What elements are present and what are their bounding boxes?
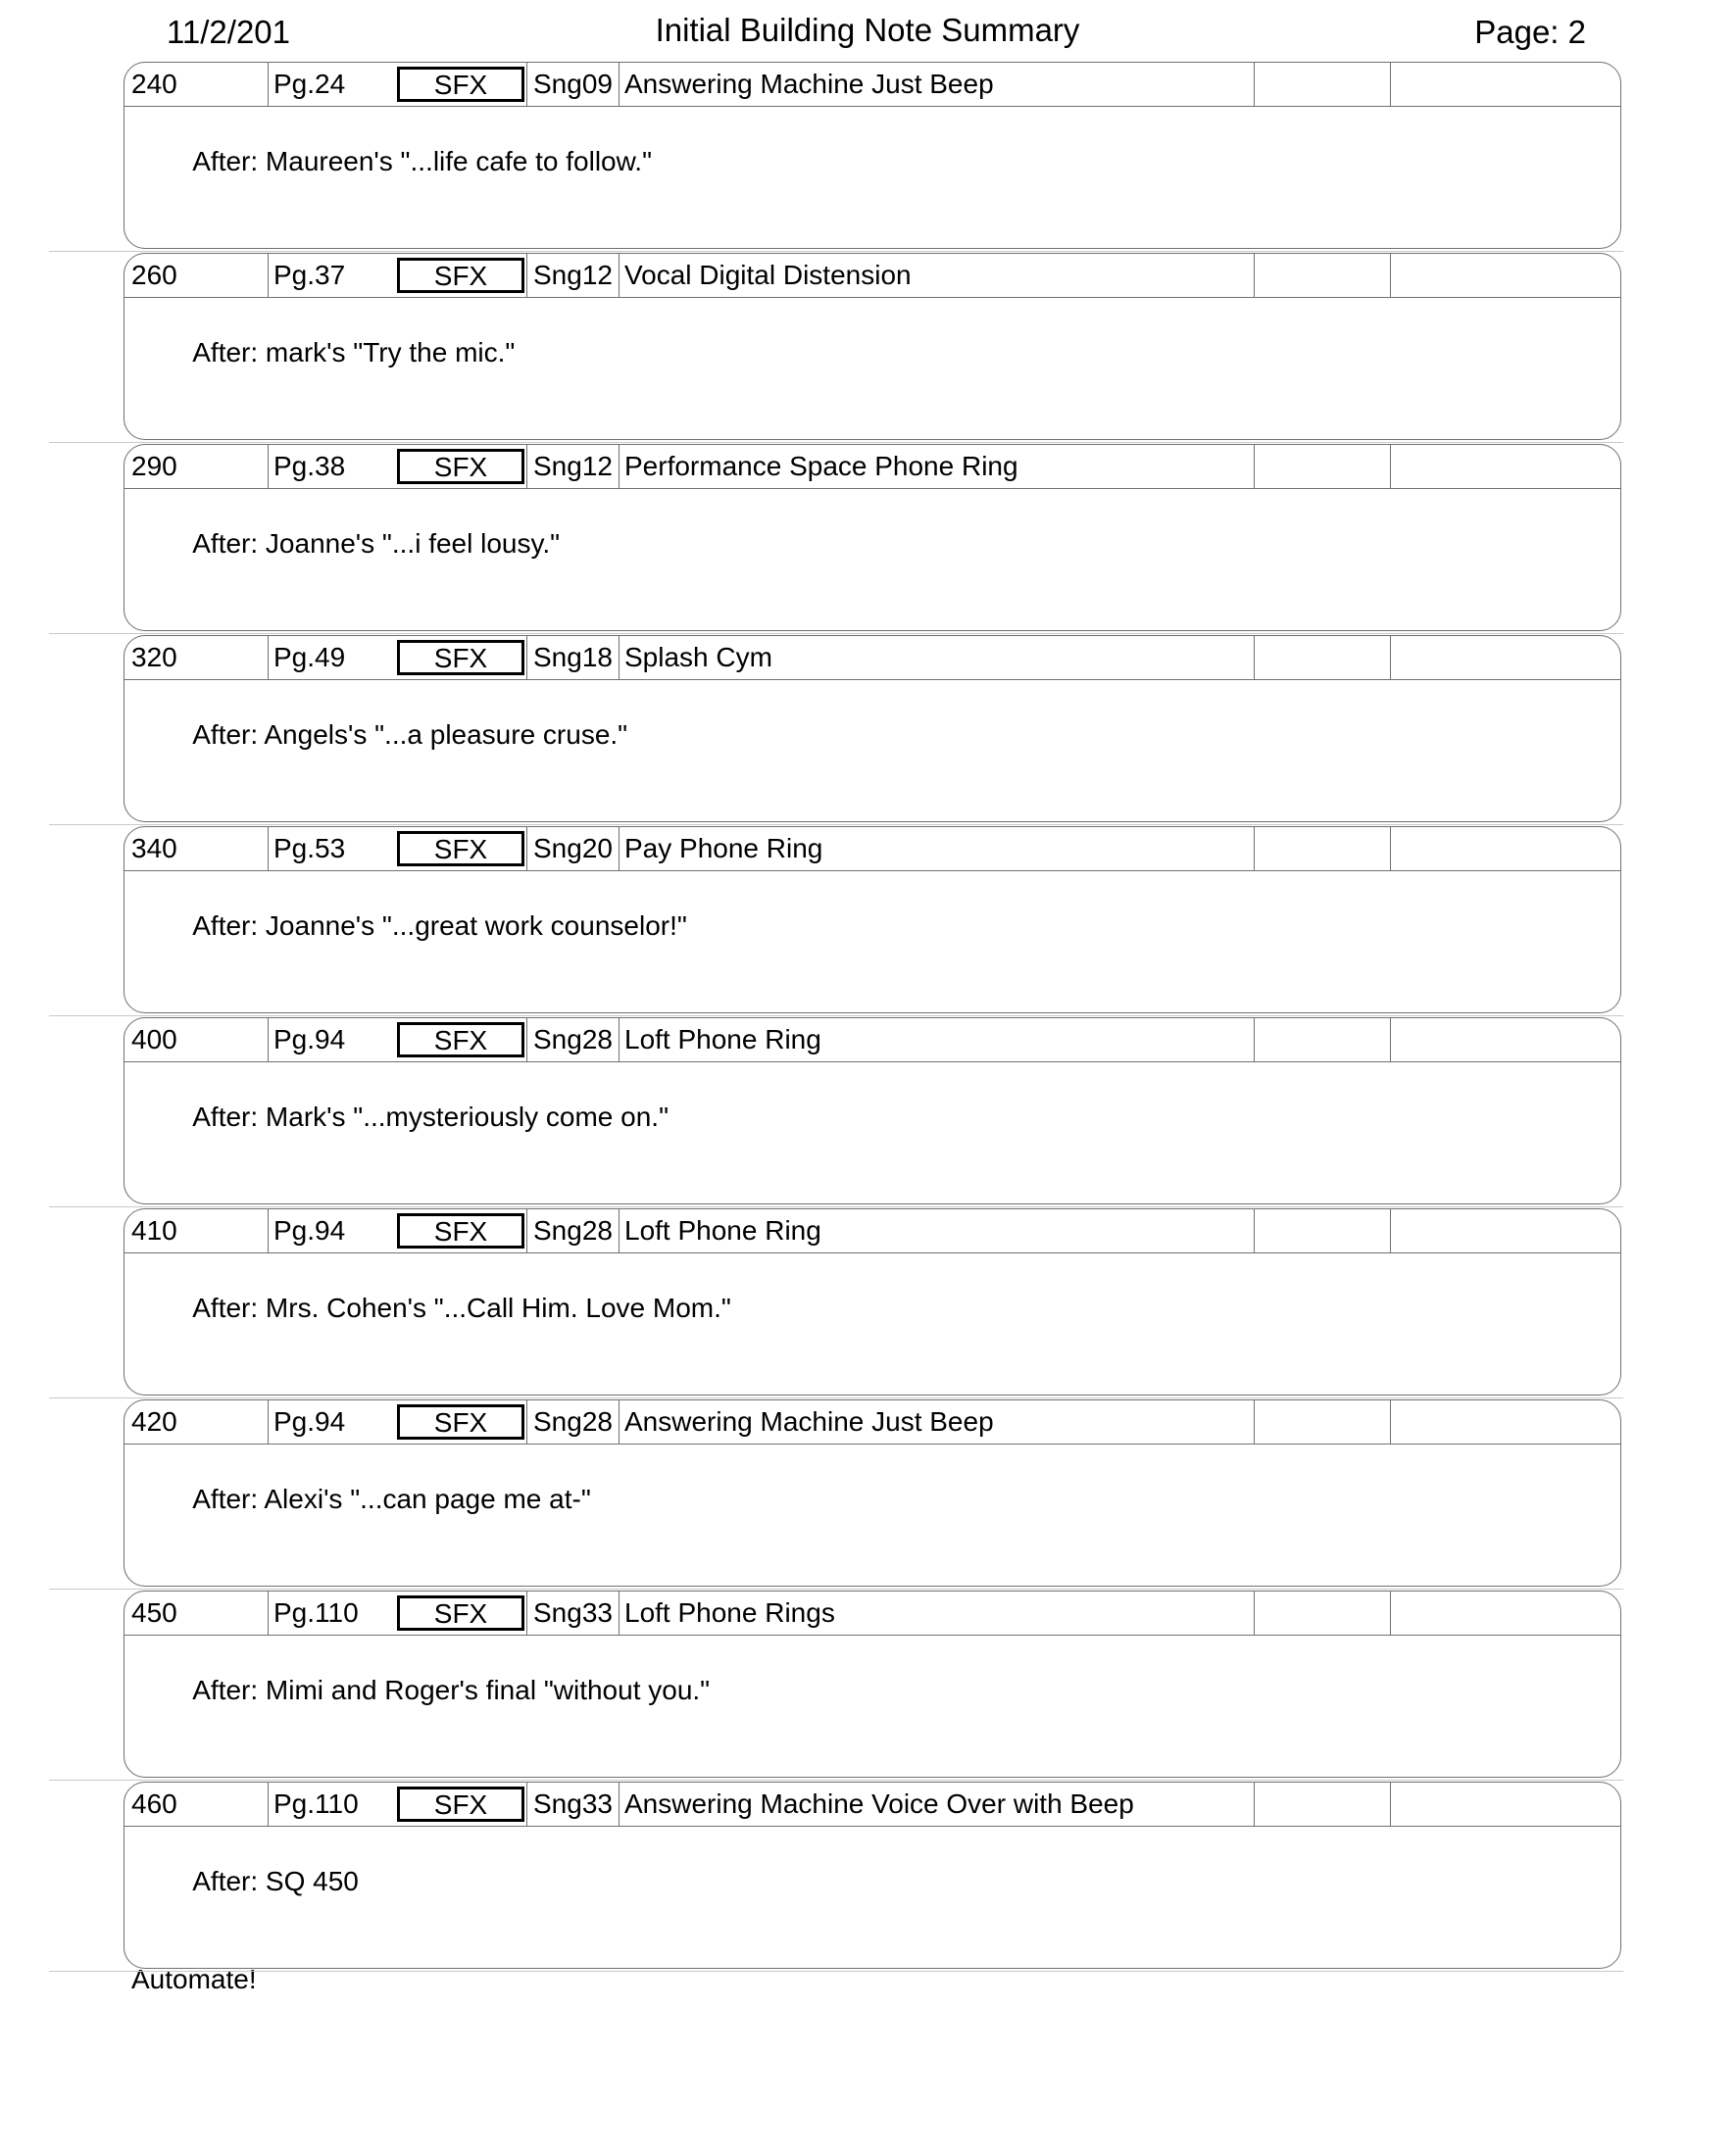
cue-card[interactable] bbox=[124, 1017, 1621, 1204]
column-divider bbox=[268, 1783, 269, 1826]
cue-note bbox=[131, 1449, 1611, 1583]
cue-script-page: Pg.24 bbox=[273, 69, 346, 99]
cue-description: Performance Space Phone Ring bbox=[624, 451, 1018, 481]
column-divider bbox=[268, 827, 269, 870]
cue-note-extra: Automate! bbox=[131, 1964, 257, 1994]
report-title: Initial Building Note Summary bbox=[655, 12, 1080, 48]
column-divider bbox=[619, 1783, 620, 1826]
column-divider bbox=[526, 1400, 527, 1444]
row-separator bbox=[124, 106, 1620, 107]
cue-type-badge: SFX bbox=[397, 449, 524, 484]
cue-song: Sng18 bbox=[533, 642, 613, 672]
cue-note-text: After: Joanne's "...i feel lousy." bbox=[192, 528, 561, 559]
column-divider bbox=[526, 254, 527, 297]
column-divider bbox=[1390, 1018, 1391, 1061]
row-separator bbox=[124, 1635, 1620, 1636]
cue-type-badge: SFX bbox=[397, 831, 524, 866]
column-divider bbox=[268, 636, 269, 679]
cue-entry bbox=[0, 1590, 1666, 1781]
column-divider bbox=[1390, 827, 1391, 870]
column-divider bbox=[1390, 636, 1391, 679]
column-divider bbox=[1254, 827, 1255, 870]
column-divider bbox=[619, 1018, 620, 1061]
column-divider bbox=[1254, 63, 1255, 106]
cue-note bbox=[131, 1641, 1611, 1774]
cue-note-text: After: Angels's "...a pleasure cruse." bbox=[192, 719, 628, 750]
column-divider bbox=[1254, 1592, 1255, 1635]
cue-note-text: After: mark's "Try the mic." bbox=[192, 337, 516, 368]
cue-type-badge: SFX bbox=[397, 1595, 524, 1631]
row-separator bbox=[124, 297, 1620, 298]
cue-song: Sng20 bbox=[533, 833, 613, 863]
column-divider bbox=[1390, 1783, 1391, 1826]
cue-type-badge: SFX bbox=[397, 1404, 524, 1440]
column-divider bbox=[1254, 1209, 1255, 1252]
row-separator bbox=[124, 1444, 1620, 1445]
cue-type-badge: SFX bbox=[397, 1213, 524, 1249]
cue-script-page: Pg.53 bbox=[273, 833, 346, 863]
cue-type-badge: SFX bbox=[397, 67, 524, 102]
cue-card[interactable] bbox=[124, 1399, 1621, 1587]
cue-card[interactable] bbox=[124, 1782, 1621, 1994]
cue-song: Sng33 bbox=[533, 1597, 613, 1628]
cue-number: 460 bbox=[131, 1788, 177, 1819]
cue-script-page: Pg.110 bbox=[273, 1597, 359, 1628]
cue-number: 240 bbox=[131, 69, 177, 99]
cue-note bbox=[131, 112, 1611, 245]
column-divider bbox=[619, 1400, 620, 1444]
column-divider bbox=[268, 1018, 269, 1061]
row-separator bbox=[124, 1061, 1620, 1062]
cue-entry bbox=[0, 825, 1666, 1016]
cue-entry bbox=[0, 1016, 1666, 1207]
column-divider bbox=[526, 1209, 527, 1252]
cue-script-page: Pg.94 bbox=[273, 1406, 346, 1437]
column-divider bbox=[1390, 1592, 1391, 1635]
column-divider bbox=[268, 1592, 269, 1635]
row-separator bbox=[124, 1826, 1620, 1827]
cue-script-page: Pg.37 bbox=[273, 260, 346, 290]
cue-note bbox=[131, 303, 1611, 436]
row-separator bbox=[124, 488, 1620, 489]
column-divider bbox=[1390, 63, 1391, 106]
cue-number: 410 bbox=[131, 1215, 177, 1246]
cue-entry bbox=[0, 443, 1666, 634]
cue-entry bbox=[0, 252, 1666, 443]
cue-description: Splash Cym bbox=[624, 642, 772, 672]
column-divider bbox=[526, 1592, 527, 1635]
column-divider bbox=[1254, 445, 1255, 488]
cue-note-text: After: Mimi and Roger's final "without you." bbox=[192, 1675, 711, 1705]
cue-number: 260 bbox=[131, 260, 177, 290]
page-number: Page: 2 bbox=[1474, 14, 1586, 50]
cue-note-text: After: SQ 450 bbox=[192, 1866, 359, 1896]
cue-card[interactable] bbox=[124, 635, 1621, 822]
cue-song: Sng28 bbox=[533, 1215, 613, 1246]
cue-song: Sng33 bbox=[533, 1788, 613, 1819]
cue-entry bbox=[0, 634, 1666, 825]
column-divider bbox=[1254, 254, 1255, 297]
cue-script-page: Pg.110 bbox=[273, 1788, 359, 1819]
column-divider bbox=[526, 1018, 527, 1061]
cue-card[interactable] bbox=[124, 62, 1621, 249]
column-divider bbox=[619, 254, 620, 297]
column-divider bbox=[268, 1400, 269, 1444]
cue-note bbox=[131, 1067, 1611, 1200]
cue-script-page: Pg.38 bbox=[273, 451, 346, 481]
cue-description: Answering Machine Voice Over with Beep bbox=[624, 1788, 1134, 1819]
cue-number: 290 bbox=[131, 451, 177, 481]
column-divider bbox=[619, 636, 620, 679]
cue-type-badge: SFX bbox=[397, 640, 524, 675]
row-separator bbox=[124, 1252, 1620, 1253]
cue-note-text: After: Mrs. Cohen's "...Call Him. Love Mom." bbox=[192, 1293, 731, 1323]
column-divider bbox=[268, 445, 269, 488]
cue-script-page: Pg.94 bbox=[273, 1024, 346, 1054]
cue-note bbox=[131, 494, 1611, 627]
cue-entry bbox=[0, 1781, 1666, 1994]
cue-description: Answering Machine Just Beep bbox=[624, 1406, 994, 1437]
cue-note-text: After: Alexi's "...can page me at-" bbox=[192, 1484, 591, 1514]
column-divider bbox=[268, 63, 269, 106]
cue-type-badge: SFX bbox=[397, 1787, 524, 1822]
cue-song: Sng28 bbox=[533, 1024, 613, 1054]
cue-type-badge: SFX bbox=[397, 258, 524, 293]
cue-description: Loft Phone Rings bbox=[624, 1597, 835, 1628]
cue-divider bbox=[49, 1971, 1623, 1972]
cue-number: 340 bbox=[131, 833, 177, 863]
column-divider bbox=[619, 63, 620, 106]
row-separator bbox=[124, 679, 1620, 680]
cue-description: Loft Phone Ring bbox=[624, 1215, 821, 1246]
cue-number: 400 bbox=[131, 1024, 177, 1054]
column-divider bbox=[1390, 1209, 1391, 1252]
cue-note bbox=[131, 1832, 1611, 2063]
cue-song: Sng12 bbox=[533, 260, 613, 290]
cue-card[interactable] bbox=[124, 1591, 1621, 1778]
cue-note-text: After: Joanne's "...great work counselor!" bbox=[192, 910, 687, 941]
cue-note bbox=[131, 685, 1611, 818]
cue-note-text: After: Maureen's "...life cafe to follow." bbox=[192, 146, 653, 176]
column-divider bbox=[1390, 1400, 1391, 1444]
cue-note bbox=[131, 876, 1611, 1009]
cue-script-page: Pg.94 bbox=[273, 1215, 346, 1246]
column-divider bbox=[526, 1783, 527, 1826]
column-divider bbox=[619, 445, 620, 488]
column-divider bbox=[1254, 1400, 1255, 1444]
row-separator bbox=[124, 870, 1620, 871]
cue-note bbox=[131, 1258, 1611, 1392]
column-divider bbox=[526, 445, 527, 488]
cue-number: 450 bbox=[131, 1597, 177, 1628]
cue-song: Sng28 bbox=[533, 1406, 613, 1437]
cue-number: 420 bbox=[131, 1406, 177, 1437]
column-divider bbox=[1390, 445, 1391, 488]
cue-script-page: Pg.49 bbox=[273, 642, 346, 672]
column-divider bbox=[526, 636, 527, 679]
cue-song: Sng09 bbox=[533, 69, 613, 99]
cue-entry bbox=[0, 61, 1666, 252]
column-divider bbox=[526, 63, 527, 106]
cue-card[interactable] bbox=[124, 826, 1621, 1013]
cue-number: 320 bbox=[131, 642, 177, 672]
cue-list bbox=[0, 61, 1666, 1994]
cue-card[interactable] bbox=[124, 1208, 1621, 1396]
column-divider bbox=[1254, 636, 1255, 679]
column-divider bbox=[268, 254, 269, 297]
column-divider bbox=[619, 827, 620, 870]
cue-description: Answering Machine Just Beep bbox=[624, 69, 994, 99]
cue-description: Loft Phone Ring bbox=[624, 1024, 821, 1054]
column-divider bbox=[268, 1209, 269, 1252]
cue-card[interactable] bbox=[124, 253, 1621, 440]
cue-entry bbox=[0, 1207, 1666, 1398]
column-divider bbox=[619, 1209, 620, 1252]
cue-card[interactable] bbox=[124, 444, 1621, 631]
cue-entry bbox=[0, 1398, 1666, 1590]
column-divider bbox=[526, 827, 527, 870]
cue-note-text: After: Mark's "...mysteriously come on." bbox=[192, 1102, 669, 1132]
cue-description: Vocal Digital Distension bbox=[624, 260, 912, 290]
column-divider bbox=[1254, 1018, 1255, 1061]
column-divider bbox=[1254, 1783, 1255, 1826]
cue-song: Sng12 bbox=[533, 451, 613, 481]
cue-type-badge: SFX bbox=[397, 1022, 524, 1057]
column-divider bbox=[1390, 254, 1391, 297]
column-divider bbox=[619, 1592, 620, 1635]
report-date: 11/2/201 bbox=[167, 14, 291, 50]
cue-description: Pay Phone Ring bbox=[624, 833, 823, 863]
